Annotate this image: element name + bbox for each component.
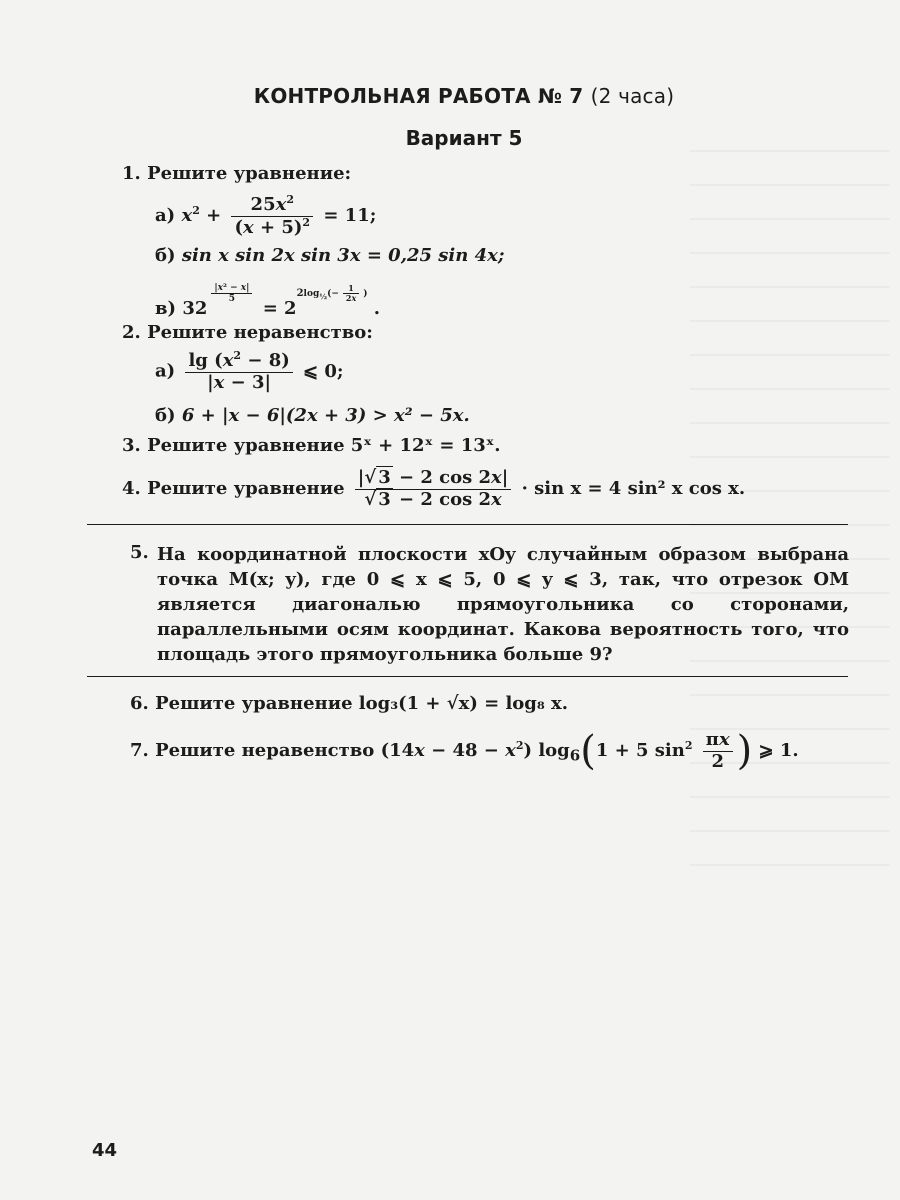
problem-1c: в) 32 $^{\frac{\text{|x² − x|}}{5}}$ = $2^{2log_{\frac{1}{2}}(- \frac{1}{2x} )}$ .: [155, 282, 381, 319]
problem-1b: б) sin x sin 2x sin 3x = 0,25 sin 4x;: [155, 245, 505, 266]
problem-7-formula: $(14x - 48 - x^2)$ $\log_6(1 + 5$ $\sin^2$ $\frac{\pi x}{2}$ ) ⩾ 1.: [380, 728, 799, 775]
problem-5-text: На координатной плоскости xOy случайным образом выбрана точка M(x; y), где 0 ⩽ x ⩽ 5, 0 ⩽ y ⩽ 3, так, что отрезок OM является диагональю прямоугольника со сторонами, параллельными осям координат. Какова вероятность того, что площадь этого прямоугольника больше 9?: [157, 544, 849, 665]
problem-1a: а) $x^2$ + $\frac{25x^2}{(x + 5)^2}$ = 11;: [155, 193, 377, 238]
variant-heading: Вариант 5: [405, 126, 523, 150]
problem-6: 6. Решите уравнение log₃(1 + √x) = log₈ x.: [130, 693, 569, 714]
problem-1c-formula: 32 $^{\frac{\text{|x² − x|}}{5}}$ = $2^{2log_{\frac{1}{2}}(- \frac{1}{2x} )}$ .: [182, 282, 381, 319]
problem-2b: б) 6 + |x − 6|(2x + 3) > x² − 5x.: [155, 405, 470, 426]
divider-2: [87, 676, 848, 677]
problem-5-number: 5.: [130, 542, 149, 563]
problem-1b-formula: sin x sin 2x sin 3x = 0,25 sin 4x;: [181, 245, 505, 266]
page-number: 44: [92, 1140, 118, 1161]
divider-1: [87, 524, 848, 525]
problem-4: 4. Решите уравнение $\frac{|√ 3 - 2 \cos 2x|}{√ 3 - 2 \cos 2x}$ · sin x = 4 sin² x cos x.: [122, 467, 746, 510]
problem-2a-formula: $\frac{\lg (x^2 - 8)}{|x - 3|}$ ⩽ 0;: [181, 361, 343, 382]
problem-3: 3. Решите уравнение 5ˣ + 12ˣ = 13ˣ.: [122, 435, 501, 456]
problem-7: 7. Решите неравенство $(14x - 48 - x^2)$ $\log_6(1 + 5$ $\sin^2$ $\frac{\pi x}{2}$ ) ⩾ 1.: [130, 728, 799, 775]
page-title: КОНТРОЛЬНАЯ РАБОТА № 7 (2 часа): [253, 84, 675, 108]
problem-1-heading: 1. Решите уравнение:: [122, 163, 352, 184]
problem-2b-formula: 6 + |x − 6|(2x + 3) > x² − 5x.: [181, 405, 470, 426]
problem-2a: а) $\frac{\lg (x^2 - 8)}{|x - 3|}$ ⩽ 0;: [155, 349, 344, 393]
problem-4-fraction: $\frac{|√ 3 - 2 \cos 2x|}{√ 3 - 2 \cos 2x}$: [355, 468, 512, 510]
problem-2-heading: 2. Решите неравенство:: [122, 322, 373, 343]
problem-1a-formula: $x^2$ + $\frac{25x^2}{(x + 5)^2}$ = 11;: [181, 193, 377, 238]
